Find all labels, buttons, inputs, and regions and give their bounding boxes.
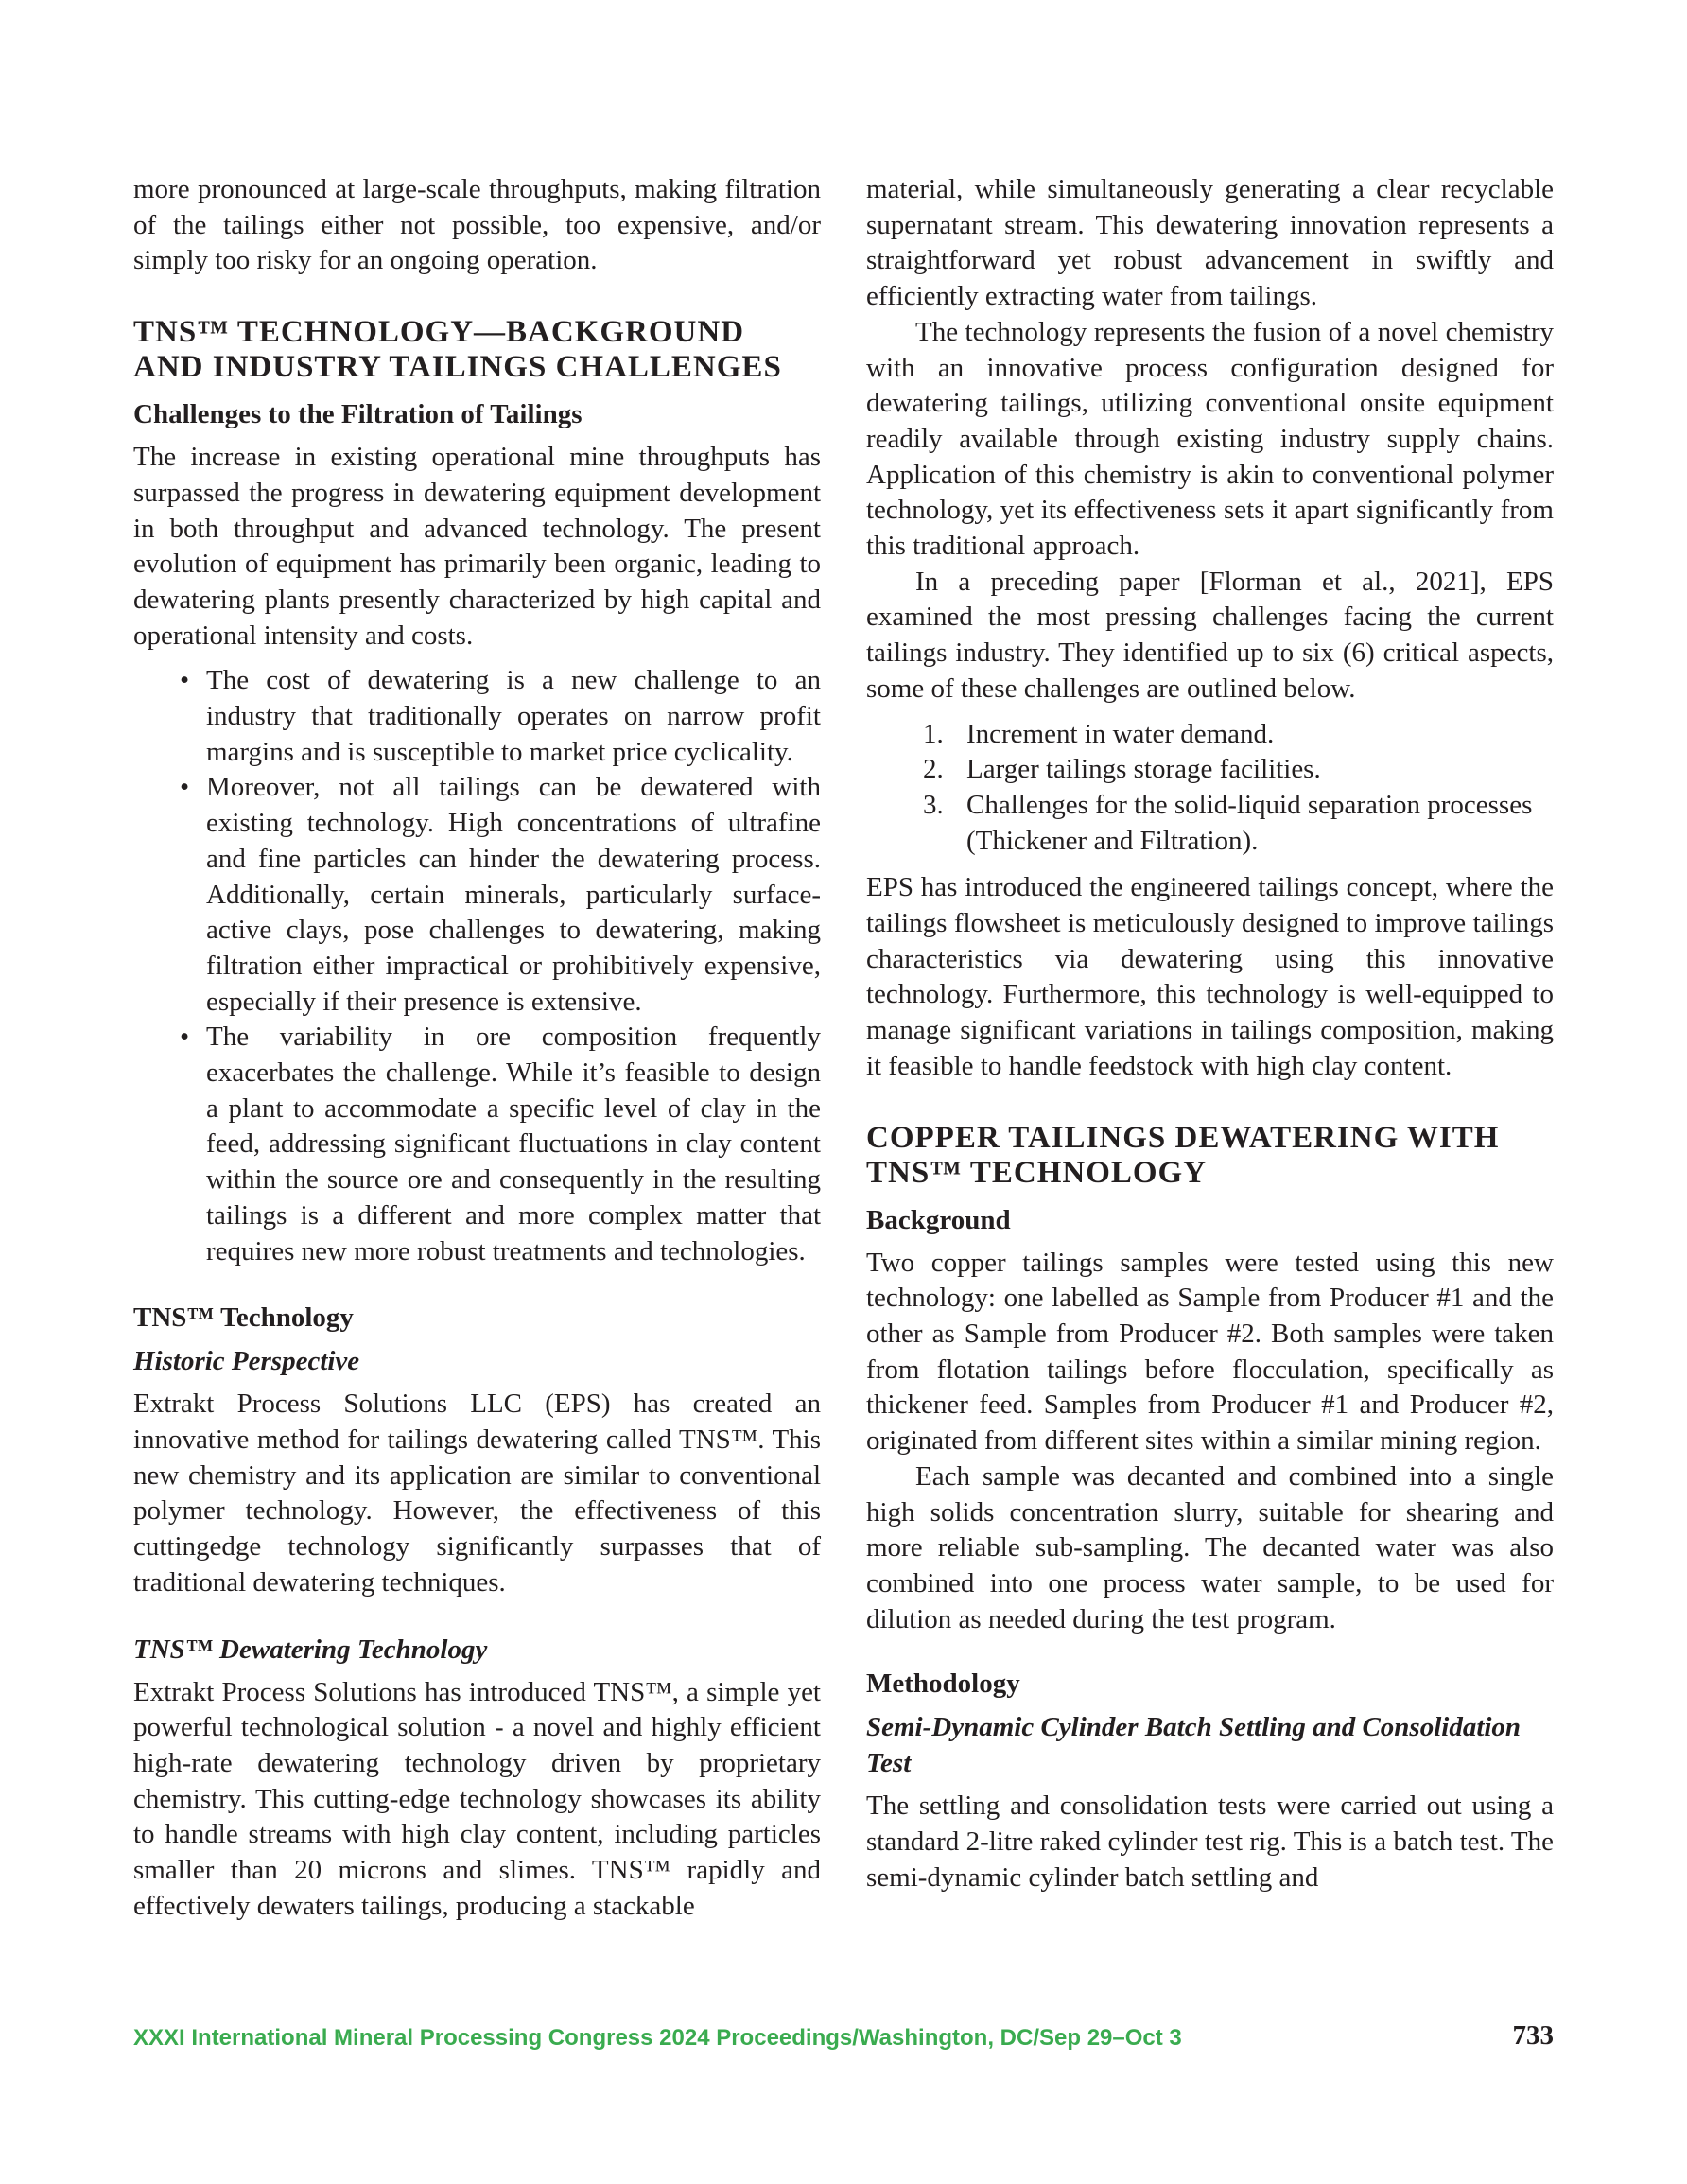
subheading-tns-technology: TNS™ Technology [133, 1302, 354, 1334]
subheading-challenges: Challenges to the Filtration of Tailings [133, 399, 583, 430]
challenges-bullet-list [133, 663, 821, 1269]
subheading-dewatering-technology: TNS™ Dewatering Technology [133, 1634, 488, 1665]
paragraph-dewatering: Extrakt Process Solutions has introduced TNS™, a simple yet powerful technological solution - a novel and highly efficient high-rate dewatering technology driven by proprietary chemistry. This cutting-edge technology showcases its ability to handle streams with high clay content, including particles smaller than 20 microns and slimes. TNS™ rapidly and effectively dewaters tailings, producing a stackable [133, 1676, 821, 1921]
subheading-background: Background [866, 1204, 1011, 1235]
right-column [866, 172, 1554, 1896]
bullet-item: • The variability in ore composition frequently exacerbates the challenge. While it’s feasible to design a plant to accommodate a specific level of clay in the feed, addressing significant fluctuations in clay content within the source ore and consequently in the resulting tailings is a different and more complex matter that requires new more robust treatments and technologies. [206, 1020, 821, 1269]
paragraph-challenges: The increase in existing operational mine throughputs has surpassed the progress in dewatering equipment development in both throughput and advanced technology. The present evolution of equipment has primarily been organic, leading to dewatering plants presently characterized by high capital and operational intensity and costs. [133, 442, 821, 651]
subheading-semi-dynamic: Semi-Dynamic Cylinder Batch Settling and Consolidation Test [866, 1712, 1522, 1779]
section-heading-copper: COPPER TAILINGS DEWATERING WITH TNS™ TECHNOLOGY [866, 1120, 1500, 1190]
paragraph-each-sample: Each sample was decanted and combined into a single high solids concentration slurry, suitable for shearing and more reliable sub-sampling. The decanted water was also combined into one process water sample, to be used for dilution as needed during the test program. [866, 1460, 1554, 1634]
numbered-item: 2. Larger tailings storage facilities. [923, 754, 1321, 785]
left-column [133, 172, 821, 1924]
footer-conference-title: XXXI International Mineral Processing Congress 2024 Proceedings/Washington, DC/Sep 29–Oct 3 [133, 2025, 1182, 2051]
paragraph-background: Two copper tailings samples were tested using this new technology: one labelled as Sample from Producer #1 and the other as Sample from Producer #2. Both samples were taken from flotation tailings before flocculation, specifically as thickener feed. Samples from Producer #1 and Producer #2, originated from different sites within a similar mining region. [866, 1247, 1554, 1457]
section-heading-tns-background: TNS™ TECHNOLOGY—BACKGROUND AND INDUSTRY TAILINGS CHALLENGES [133, 315, 782, 385]
subheading-methodology: Methodology [866, 1669, 1020, 1700]
paragraph-preceding: In a preceding paper [Florman et al., 2021], EPS examined the most pressing challenges facing the current tailings industry. They identified up to six (6) critical aspects, some of these challenges are outlined below. [866, 566, 1554, 704]
numbered-item: 3. Challenges for the solid-liquid separation processes (Thickener and Filtration). [923, 789, 1533, 856]
page-number: 733 [1512, 2020, 1554, 2051]
bullet-item: • Moreover, not all tailings can be dewatered with existing technology. High concentrations of ultrafine and fine particles can hinder the dewatering process. Additionally, certain minerals, particularly surface-active clays, pose challenges to dewatering, making filtration either impractical or prohibitively expensive, especially if their presence is extensive. [206, 770, 821, 1020]
paragraph-historic: Extrakt Process Solutions LLC (EPS) has created an innovative method for tailings dewatering called TNS™. This new chemistry and its application are similar to conventional polymer technology. However, the effectiveness of this cuttingedge technology significantly surpasses that of traditional dewatering techniques. [133, 1389, 821, 1598]
challenges-numbered-list [866, 717, 1554, 860]
paragraph-eps: EPS has introduced the engineered tailings concept, where the tailings flowsheet is meticulously designed to improve tailings characteristics via dewatering using this innovative technology. Furthermore, this technology is well-equipped to manage significant variations in tailings composition, making it feasible to handle feedstock with high clay content. [866, 872, 1554, 1081]
bullet-item: • The cost of dewatering is a new challenge to an industry that traditionally operates on narrow profit margins and is susceptible to market price cyclicality. [206, 663, 821, 770]
paragraph-intro: more pronounced at large-scale throughputs, making filtration of the tailings either not possible, too expensive, and/or simply too risky for an ongoing operation. [133, 174, 821, 276]
paragraph-continued: material, while simultaneously generating a clear recyclable supernatant stream. This dewatering innovation represents a straightforward yet robust advancement in swiftly and efficiently extracting water from tailings. [866, 174, 1554, 312]
paragraph-semi-dynamic: The settling and consolidation tests were carried out using a standard 2-litre raked cylinder test rig. This is a batch test. The semi-dynamic cylinder batch settling and [866, 1791, 1554, 1893]
subheading-historic-perspective: Historic Perspective [133, 1346, 360, 1377]
numbered-item: 1. Increment in water demand. [923, 718, 1275, 749]
paragraph-fusion: The technology represents the fusion of a novel chemistry with an innovative process configuration designed for dewatering tailings, utilizing conventional onsite equipment readily available through existing industry supply chains. Application of this chemistry is akin to conventional polymer technology, yet its effectiveness sets it apart significantly from this traditional approach. [866, 316, 1554, 562]
